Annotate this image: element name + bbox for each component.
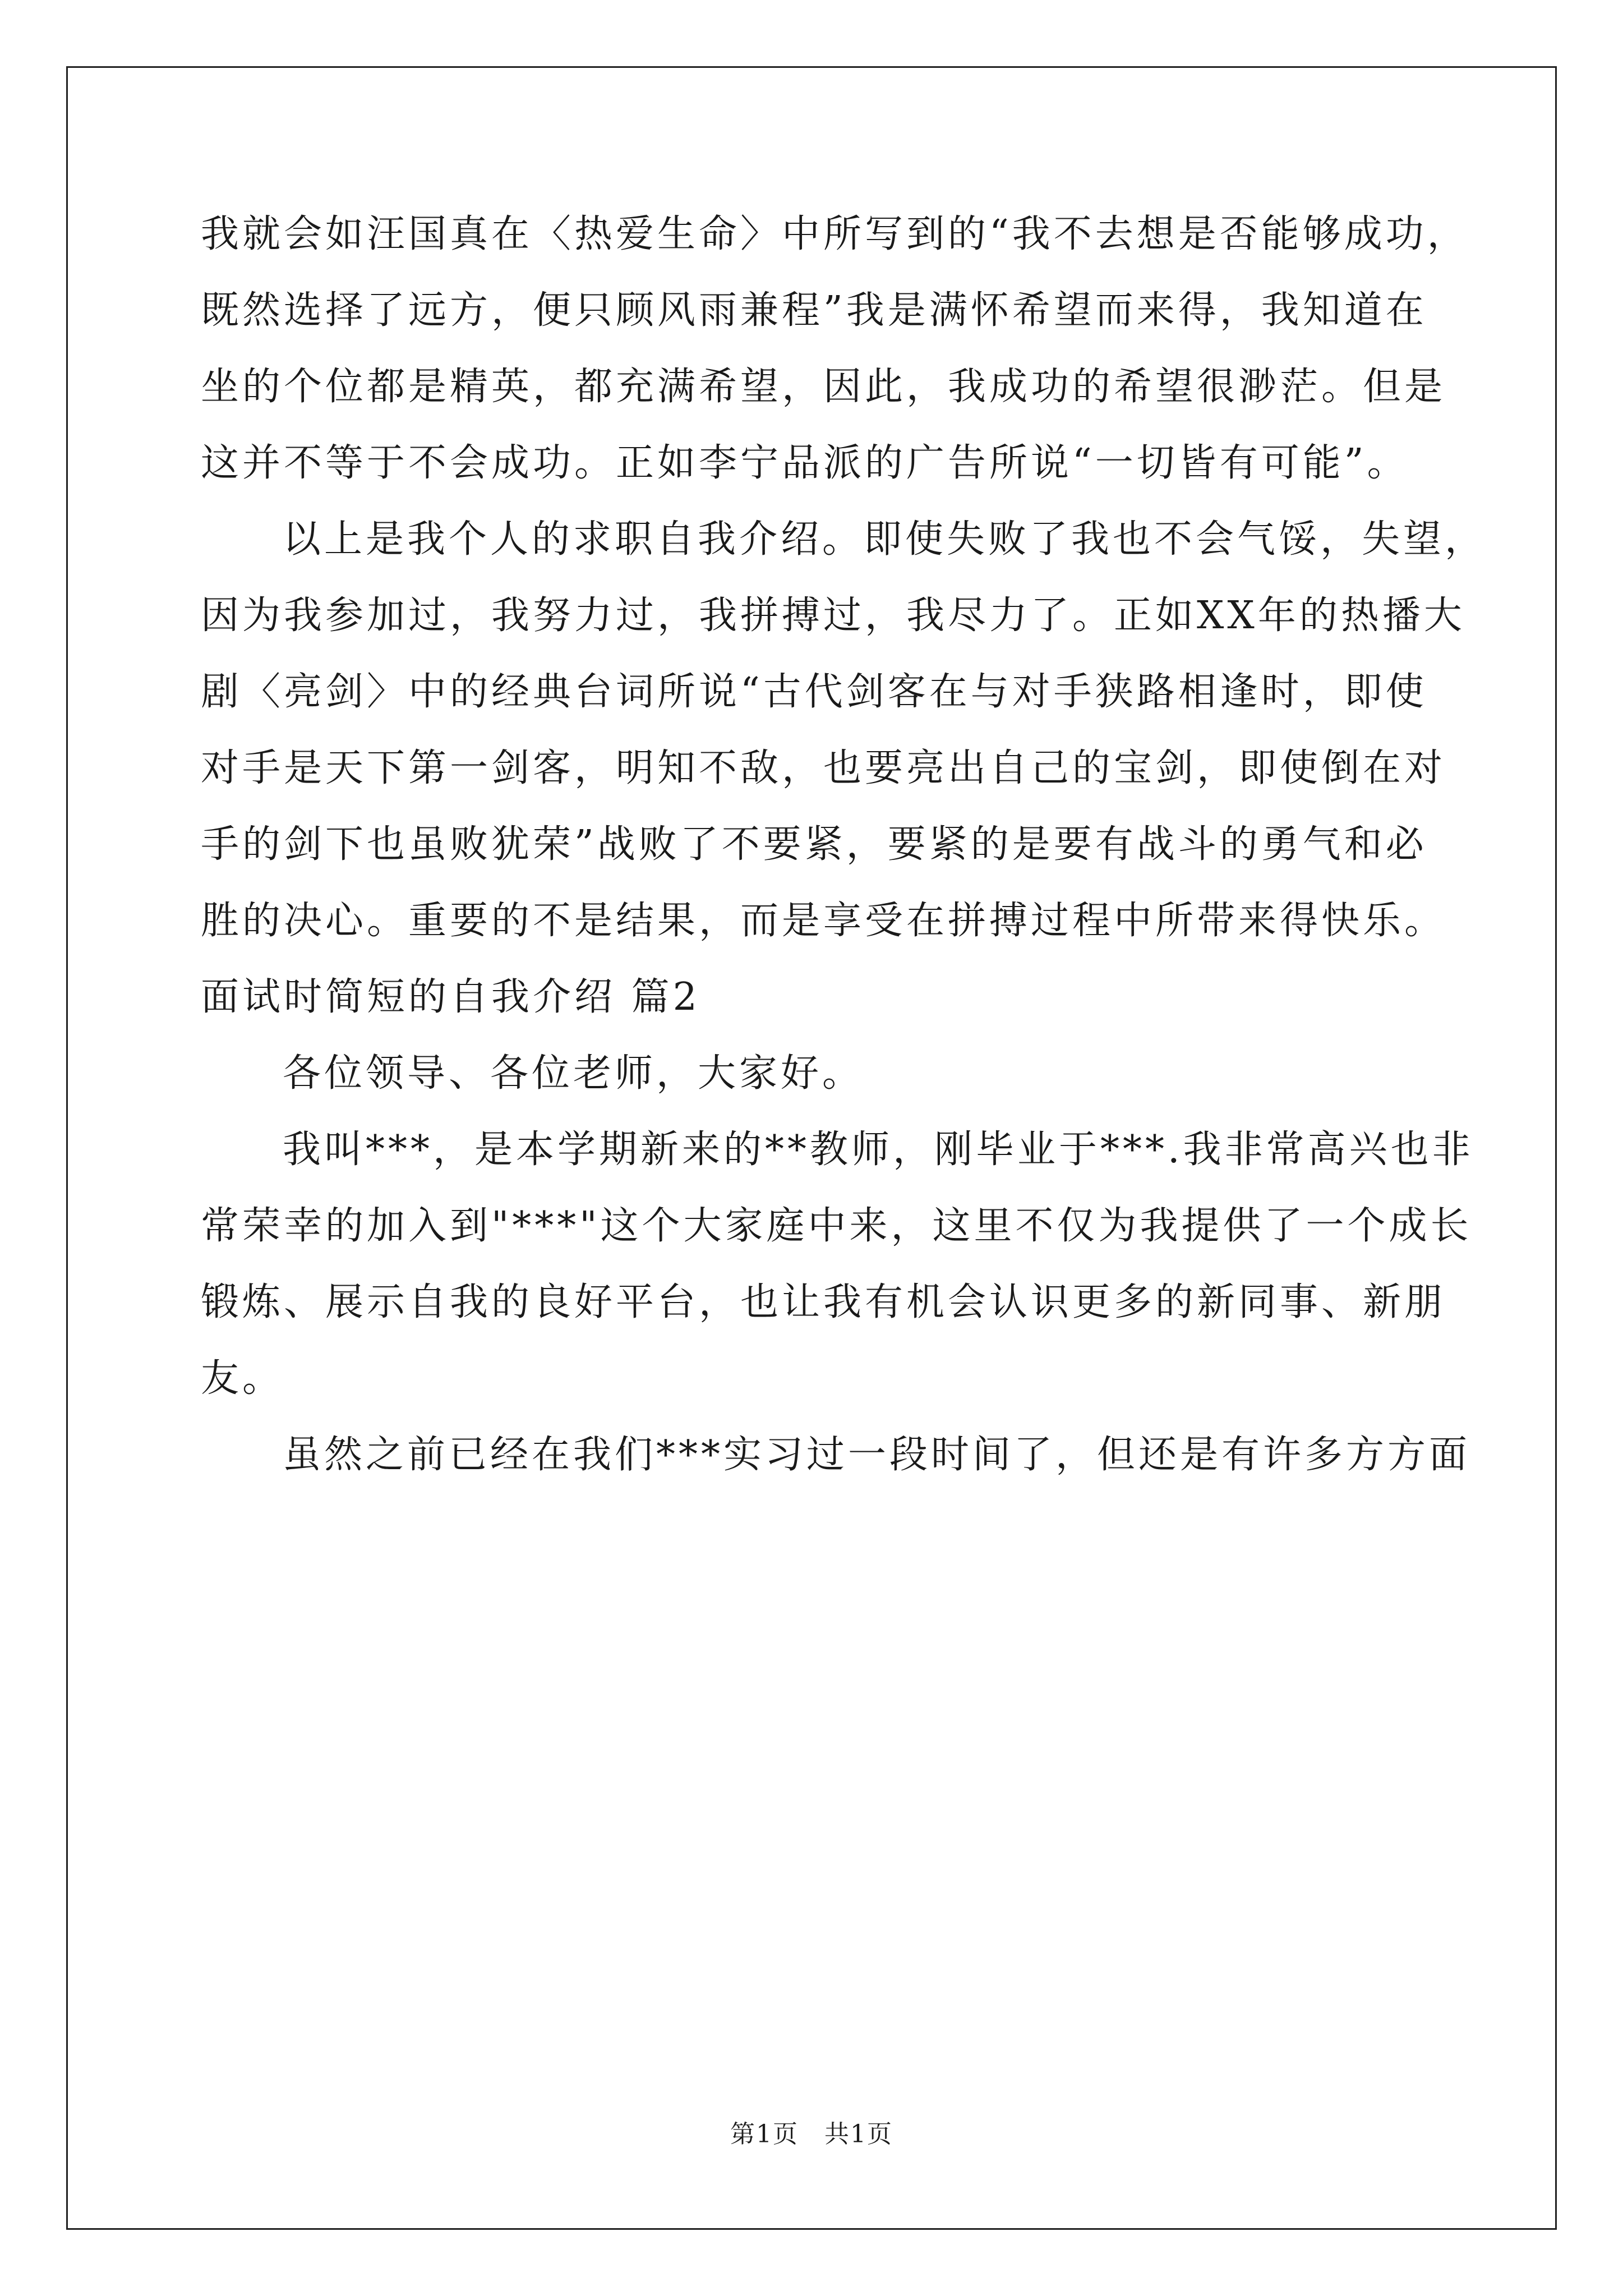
text-line: 这并不等于不会成功。正如李宁品派的广告所说“一切皆有可能”。 — [201, 441, 1409, 485]
text-line: 既然选择了远方，便只顾风雨兼程”我是满怀希望而来得，我知道在 — [201, 288, 1427, 333]
text-line: 我就会如汪国真在〈热爱生命〉中所写到的“我不去想是否能够成功， — [201, 212, 1469, 256]
text-line: 锻炼、展示自我的良好平台，也让我有机会认识更多的新同事、新朋 — [201, 1280, 1446, 1324]
paragraph-start-line: 虽然之前已经在我们***实习过一段时间了，但还是有许多方方面 — [283, 1433, 1471, 1477]
section-heading: 面试时简短的自我介绍 篇2 — [201, 975, 700, 1019]
text-line: 对手是天下第一剑客，明知不敌，也要亮出自己的宝剑，即使倒在对 — [201, 746, 1446, 790]
text-line: 剧〈亮剑〉中的经典台词所说“古代剑客在与对手狭路相逢时，即使 — [201, 670, 1427, 714]
paragraph-start-line: 我叫***，是本学期新来的**教师，刚毕业于***.我非常高兴也非 — [283, 1128, 1474, 1172]
greeting-line: 各位领导、各位老师，大家好。 — [283, 1051, 864, 1096]
text-line: 坐的个位都是精英，都充满希望，因此，我成功的希望很渺茫。但是 — [201, 365, 1446, 409]
document-body — [201, 196, 1487, 1493]
text-line: 因为我参加过，我努力过，我拼搏过，我尽力了。正如XX年的热播大 — [201, 593, 1465, 638]
text-line: 友。 — [201, 1356, 284, 1401]
paragraph-start-line: 以上是我个人的求职自我介绍。即使失败了我也不会气馁，失望， — [283, 517, 1487, 562]
text-line: 胜的决心。重要的不是结果，而是享受在拼搏过程中所带来得快乐。 — [201, 899, 1446, 943]
page-number-footer: 第1页 共1页 — [730, 2120, 893, 2148]
text-line: 手的剑下也虽败犹荣”战败了不要紧，要紧的是要有战斗的勇气和必 — [201, 822, 1427, 867]
text-line: 常荣幸的加入到"***"这个大家庭中来，这里不仅为我提供了一个成长 — [201, 1204, 1472, 1248]
